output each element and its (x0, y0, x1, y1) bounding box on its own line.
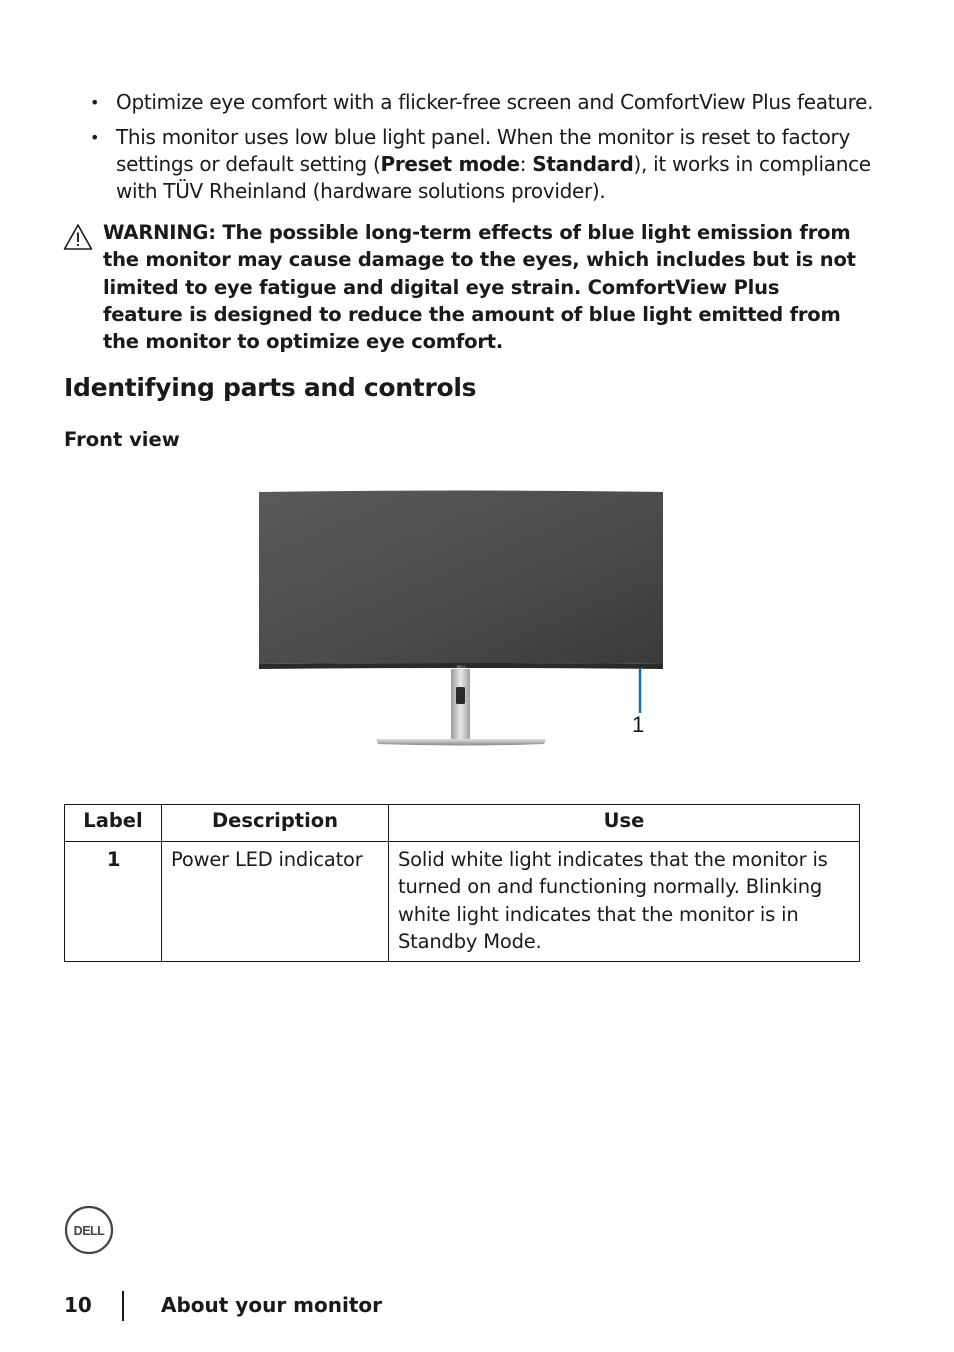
table-header-row (65, 805, 860, 842)
cell-use: Solid white light indicates that the monitor is turned on and functioning normally. Blinking white light indicates that the monitor is in Standby Mode. (389, 842, 860, 962)
bullet-dot-icon: • (90, 93, 100, 112)
header-description: Description (162, 805, 389, 842)
footer-divider (122, 1291, 124, 1321)
standard-term: Standard (532, 152, 634, 176)
dell-logo (64, 1205, 114, 1255)
header-label: Label (65, 805, 162, 842)
bullet-item (88, 124, 888, 205)
bullet-list (88, 89, 888, 213)
cell-label: 1 (65, 842, 162, 962)
page-number: 10 (64, 1293, 92, 1317)
bullet-colon: : (519, 152, 533, 176)
table-row (65, 842, 860, 962)
monitor-screen (259, 491, 663, 665)
bullet-dot-icon: • (90, 128, 100, 147)
section-title: Identifying parts and controls (64, 373, 477, 402)
dell-logo-text: DELL (73, 1224, 105, 1238)
monitor-stand-neck (451, 669, 470, 740)
bullet-text: Optimize eye comfort with a flicker-free screen and ComfortView Plus feature. (116, 90, 874, 114)
monitor-stand-base (376, 739, 546, 746)
monitor-front-view-figure (248, 482, 668, 762)
warning-note (63, 219, 863, 355)
cell-description: Power LED indicator (162, 842, 389, 962)
parts-table (64, 804, 860, 962)
cable-slot (456, 687, 465, 704)
header-use: Use (389, 805, 860, 842)
warning-text: WARNING: The possible long-term effects of blue light emission from the monitor may cause damage to the eyes, which includes but is not limited to eye fatigue and digital eye strain. ComfortView Plus feature is designed to reduce the amount of blue light emitted from the monitor to optimize eye comfort. (103, 221, 856, 354)
bullet-item (88, 89, 888, 116)
bullet-text: This monitor uses low blue light panel. When the monitor is reset to factory settings or default setting ( (116, 125, 850, 176)
sub-title: Front view (64, 428, 180, 451)
footer-section-title: About your monitor (161, 1293, 382, 1317)
monitor-illustration (248, 482, 668, 762)
bullet-text-end: ), it works in compliance with TÜV Rheinland (hardware solutions provider). (116, 152, 871, 203)
dell-logo-small: DELL (456, 665, 466, 669)
preset-mode-term: Preset mode (380, 152, 520, 176)
callout-label: 1 (632, 712, 645, 737)
warning-triangle-icon (63, 223, 93, 251)
